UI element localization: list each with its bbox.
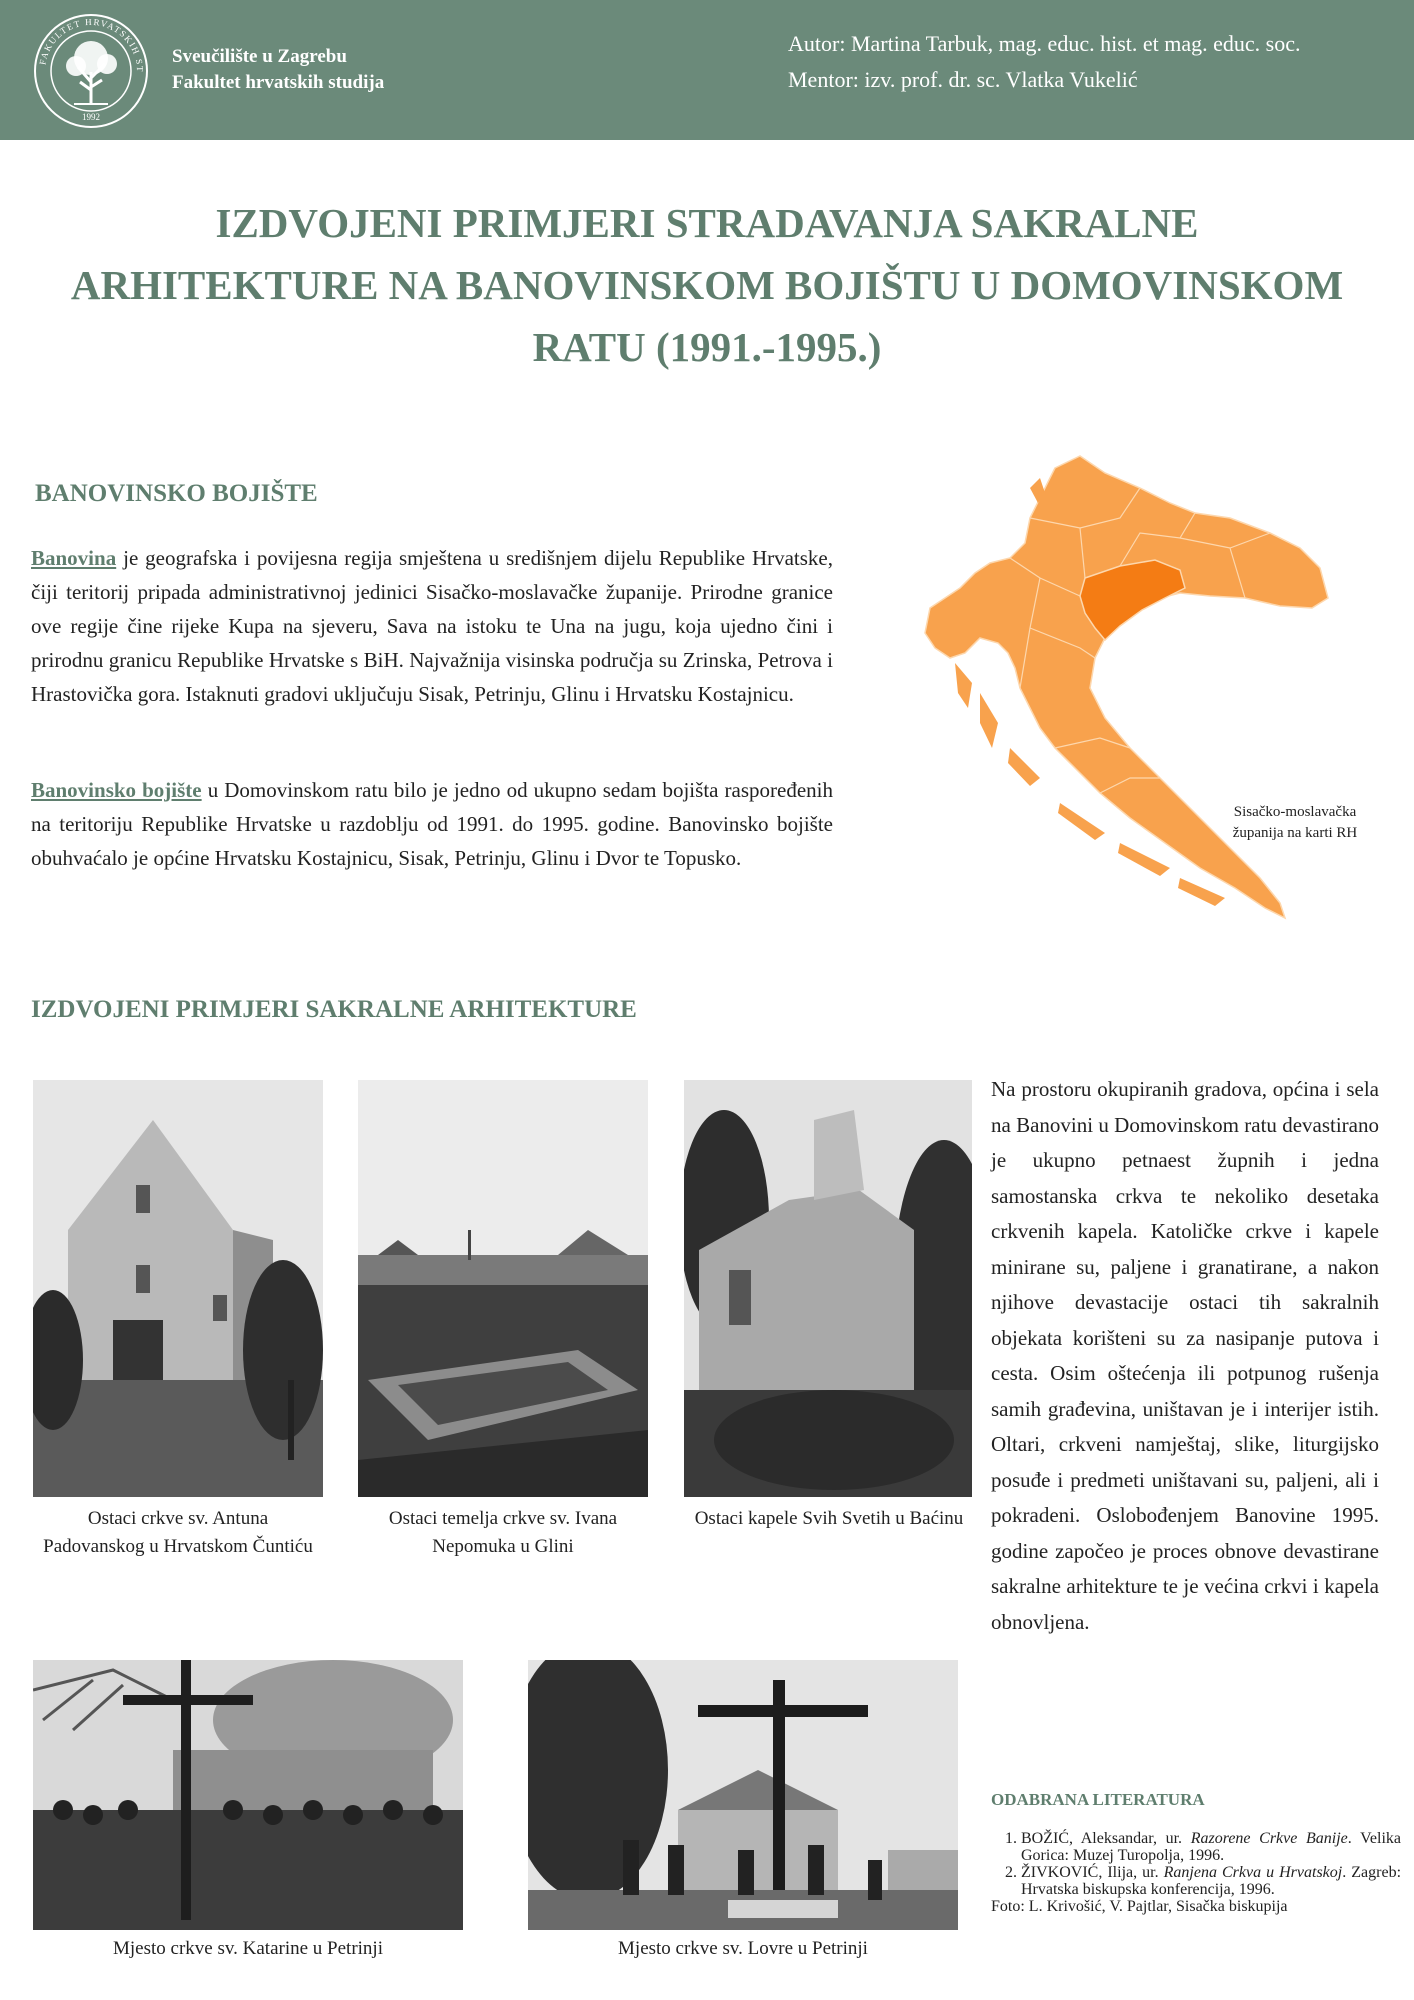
banovina-link[interactable]: Banovina — [31, 546, 117, 570]
university-name — [172, 44, 384, 96]
devastation-paragraph: Na prostoru okupiranih gradova, općina i sela na Banovini u Domovinskom ratu devastirano je ukupno petnaest župnih i jedna samostanska crkva te nekoliko desetaka crkvenih kapela. Katoličke crkve i kapele minirane su, paljene i granatirane, a nakon njihove devastacije ostaci tih sakralnih objekata korišteni su za nasipanje putova i cesta. Osim oštećenja ili potpunog rušenja samih građevina, uništavan je i interijer istih. Oltari, crkveni namještaj, slike, liturgijsko posuđe i predmeti uništavani su, paljeni, ali i pokradeni. Oslobođenjem Banovine 1995. godine započeo je proces obnove devastirane sakralne arhitekture te je većina crkvi i kapela obnovljena. — [991, 1077, 1379, 1634]
mentor-line: Mentor: izv. prof. dr. sc. Vlatka Vukelić — [788, 67, 1138, 92]
section-heading-banovinsko-bojiste: BANOVINSKO BOJIŠTE — [35, 480, 318, 507]
croatia-county-map — [880, 448, 1340, 948]
literature-list — [991, 1830, 1401, 1915]
caption-photo-4: Mjesto crkve sv. Katarine u Petrinji — [113, 1938, 383, 1959]
svg-text:FAKULTET HRVATSKIH STUDIJA: FAKULTET HRVATSKIH ST — [37, 16, 146, 74]
title-line-1: IZDVOJENI PRIMJERI STRADAVANJA SAKRALNE — [215, 200, 1199, 246]
caption-photo-2: Ostaci temelja crkve sv. Ivana Nepomuka u Glini — [388, 1508, 618, 1557]
university-line-2: Fakultet hrvatskih studija — [172, 72, 385, 93]
literature-item-2: 2. ŽIVKOVIĆ, Ilija, ur. Ranjena Crkva u Hrvatskoj. Zagreb: Hrvatska biskupska konferencija, 1996. — [1021, 1864, 1401, 1898]
bojiste-paragraph — [31, 773, 833, 875]
photo-chapel-svih-svetih — [684, 1080, 972, 1497]
literature-heading: ODABRANA LITERATURA — [991, 1790, 1205, 1809]
banovina-paragraph-text: je geografska i povijesna regija smještena u središnjem dijelu Republike Hrvatske, čiji teritorij pripada administrativnoj jedinici Sisačko-moslavačke županije. Prirodne granice ove regije čine rijeke Kupa na sjeveru, Sava na istoku te Una na jugu, koja ujedno čini i prirodnu granicu Republike Hrvatske s BiH. Najvažnija visinska područja su Zrinska, Petrova i Hrastovička gora. Istaknuti gradovi uključuju Sisak, Petrinju, Glinu i Hrvatsku Kostajnicu. — [31, 546, 833, 706]
title-line-3: RATU (1991.-1995.) — [532, 324, 882, 370]
faculty-seal-logo — [30, 12, 152, 130]
photo-church-sv-antuna — [33, 1080, 323, 1497]
photo-site-sv-katarine — [33, 1660, 463, 1930]
map-caption: Sisačko-moslavačka županija na karti RH — [1232, 804, 1358, 841]
banovina-paragraph — [31, 541, 833, 711]
university-line-1: Sveučilište u Zagrebu — [172, 46, 347, 67]
bojiste-link[interactable]: Banovinsko bojište — [31, 778, 202, 802]
caption-photo-5: Mjesto crkve sv. Lovre u Petrinji — [618, 1938, 868, 1959]
caption-photo-1: Ostaci crkve sv. Antuna Padovanskog u Hrvatskom Čuntiću — [43, 1508, 313, 1557]
bojiste-paragraph-text: u Domovinskom ratu bilo je jedno od ukupno sedam bojišta raspoređenih na teritoriju Republike Hrvatske u razdoblju od 1991. do 1995. godine. Banovinsko bojište obuhvaćalo je općine Hrvatsku Kostajnicu, Sisak, Petrinju, Glinu i Dvor te Topusko. — [31, 778, 833, 870]
photo-foundations-sv-ivana — [358, 1080, 648, 1497]
author-block — [788, 26, 1378, 98]
header-bar — [0, 0, 1414, 140]
caption-photo-3: Ostaci kapele Svih Svetih u Baćinu — [694, 1508, 964, 1529]
svg-text:1992: 1992 — [82, 112, 100, 122]
section-heading-sakralna-arhitektura: IZDVOJENI PRIMJERI SAKRALNE ARHITEKTURE — [31, 996, 637, 1023]
photo-site-sv-lovre — [528, 1660, 958, 1930]
poster-title — [0, 192, 1414, 378]
author-line: Autor: Martina Tarbuk, mag. educ. hist. et mag. educ. soc. — [788, 31, 1301, 56]
photo-credit: Foto: L. Krivošić, V. Pajtlar, Sisačka biskupija — [991, 1898, 1288, 1915]
title-line-2: ARHITEKTURE NA BANOVINSKOM BOJIŠTU U DOMOVINSKOM — [70, 262, 1344, 308]
literature-item-1: 1. BOŽIĆ, Aleksandar, ur. Razorene Crkve Banije. Velika Gorica: Muzej Turopolja, 1996. — [1021, 1830, 1401, 1864]
